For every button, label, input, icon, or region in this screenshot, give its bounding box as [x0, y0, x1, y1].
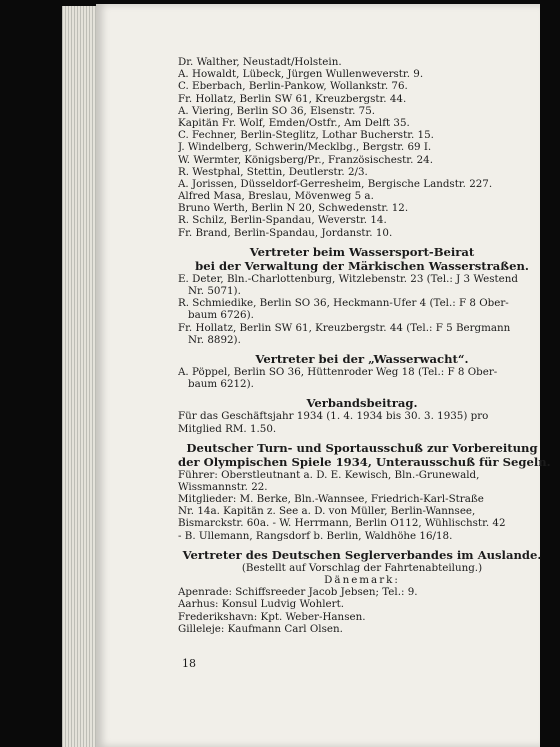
page-number: 18	[182, 657, 196, 670]
entry-line: Führer: Oberstleutnant a. D. E. Kewisch, Bln.-Grunewald,	[178, 468, 480, 481]
heading-wassersport-beirat: Vertreter beim Wassersport-Beirat	[249, 244, 475, 259]
entry-line: A. Pöppel, Berlin SO 36, Hüttenroder Weg 18 (Tel.: F 8 Ober-	[178, 365, 498, 378]
entry-line: Nr. 8892).	[188, 333, 241, 346]
entry-line: - B. Ullemann, Rangsdorf b. Berlin, Waldhöhe 16/18.	[178, 529, 453, 542]
page-text	[178, 56, 551, 635]
member-line: J. Windelberg, Schwerin/Mecklbg., Bergstr. 69 I.	[178, 141, 432, 154]
country-label: Dänemark:	[324, 574, 400, 586]
member-line: C. Fechner, Berlin-Steglitz, Lothar Bucherstr. 15.	[178, 129, 434, 142]
member-line: W. Wermter, Königsberg/Pr., Französischestr. 24.	[178, 153, 433, 166]
entry-line: Für das Geschäftsjahr 1934 (1. 4. 1934 bis 30. 3. 1935) pro	[178, 410, 489, 423]
heading-ausland: Vertreter des Deutschen Seglerverbandes im Auslande.	[182, 547, 542, 562]
entry-line: E. Deter, Bln.-Charlottenburg, Witzlebenstr. 23 (Tel.: J 3 Westend	[178, 272, 518, 285]
member-line: A. Howaldt, Lübeck, Jürgen Wullenweverstr. 9.	[178, 68, 424, 81]
member-line: R. Schilz, Berlin-Spandau, Weverstr. 14.	[178, 214, 387, 227]
member-line: Alfred Masa, Breslau, Mövenweg 5 a.	[178, 190, 374, 203]
entry-line: Nr. 14a. Kapitän z. See a. D. von Müller, Berlin-Wannsee,	[178, 505, 476, 518]
entry-line: R. Schmiedike, Berlin SO 36, Heckmann-Ufer 4 (Tel.: F 8 Ober-	[178, 297, 509, 310]
heading-wassersport-beirat-sub: bei der Verwaltung der Märkischen Wasserstraßen.	[195, 258, 529, 273]
heading-olympia: Deutscher Turn- und Sportausschuß zur Vorbereitung	[186, 440, 538, 455]
heading-verbandsbeitrag: Verbandsbeitrag.	[306, 396, 418, 411]
member-line: Kapitän Fr. Wolf, Emden/Ostfr., Am Delft 35.	[178, 116, 410, 129]
entry-line: Mitglieder: M. Berke, Bln.-Wannsee, Friedrich-Karl-Straße	[178, 493, 484, 506]
member-line: Fr. Brand, Berlin-Spandau, Jordanstr. 10.	[178, 226, 393, 239]
heading-olympia-sub: der Olympischen Spiele 1934, Unterausschuß für Segeln.	[178, 454, 551, 469]
heading-wasserwacht: Vertreter bei der „Wasserwacht“.	[255, 351, 469, 366]
member-line: Fr. Hollatz, Berlin SW 61, Kreuzbergstr. 44.	[178, 92, 407, 105]
entry-line: Apenrade: Schiffsreeder Jacob Jebsen; Tel.: 9.	[178, 586, 418, 599]
member-line: Bruno Werth, Berlin N 20, Schwedenstr. 12.	[178, 202, 409, 215]
member-line: A. Viering, Berlin SO 36, Elsenstr. 75.	[178, 104, 376, 117]
entry-line: Wissmannstr. 22.	[178, 480, 268, 493]
entry-line: Gilleleje: Kaufmann Carl Olsen.	[178, 622, 343, 635]
subheading-ausland: (Bestellt auf Vorschlag der Fahrtenabteilung.)	[241, 561, 483, 574]
entry-line: Bismarckstr. 60a. - W. Herrmann, Berlin O112, Wühlischstr. 42	[178, 517, 506, 530]
entry-line: Nr. 5071).	[188, 285, 241, 297]
entry-line: Frederikshavn: Kpt. Weber-Hansen.	[178, 610, 366, 623]
entry-line: Mitglied RM. 1.50.	[178, 422, 277, 435]
member-line: Dr. Walther, Neustadt/Holstein.	[178, 56, 342, 68]
member-line: C. Eberbach, Berlin-Pankow, Wollankstr. 76.	[178, 80, 408, 93]
entry-line: Aarhus: Konsul Ludvig Wohlert.	[178, 598, 344, 611]
book-page-edges	[62, 6, 98, 747]
member-line: A. Jorissen, Düsseldorf-Gerresheim, Bergische Landstr. 227.	[178, 177, 493, 190]
entry-line: baum 6212).	[188, 378, 254, 391]
entry-line: baum 6726).	[188, 309, 254, 322]
entry-line: Fr. Hollatz, Berlin SW 61, Kreuzbergstr. 44 (Tel.: F 5 Bergmann	[178, 321, 511, 334]
member-line: R. Westphal, Stettin, Deutlerstr. 2/3.	[178, 165, 368, 178]
